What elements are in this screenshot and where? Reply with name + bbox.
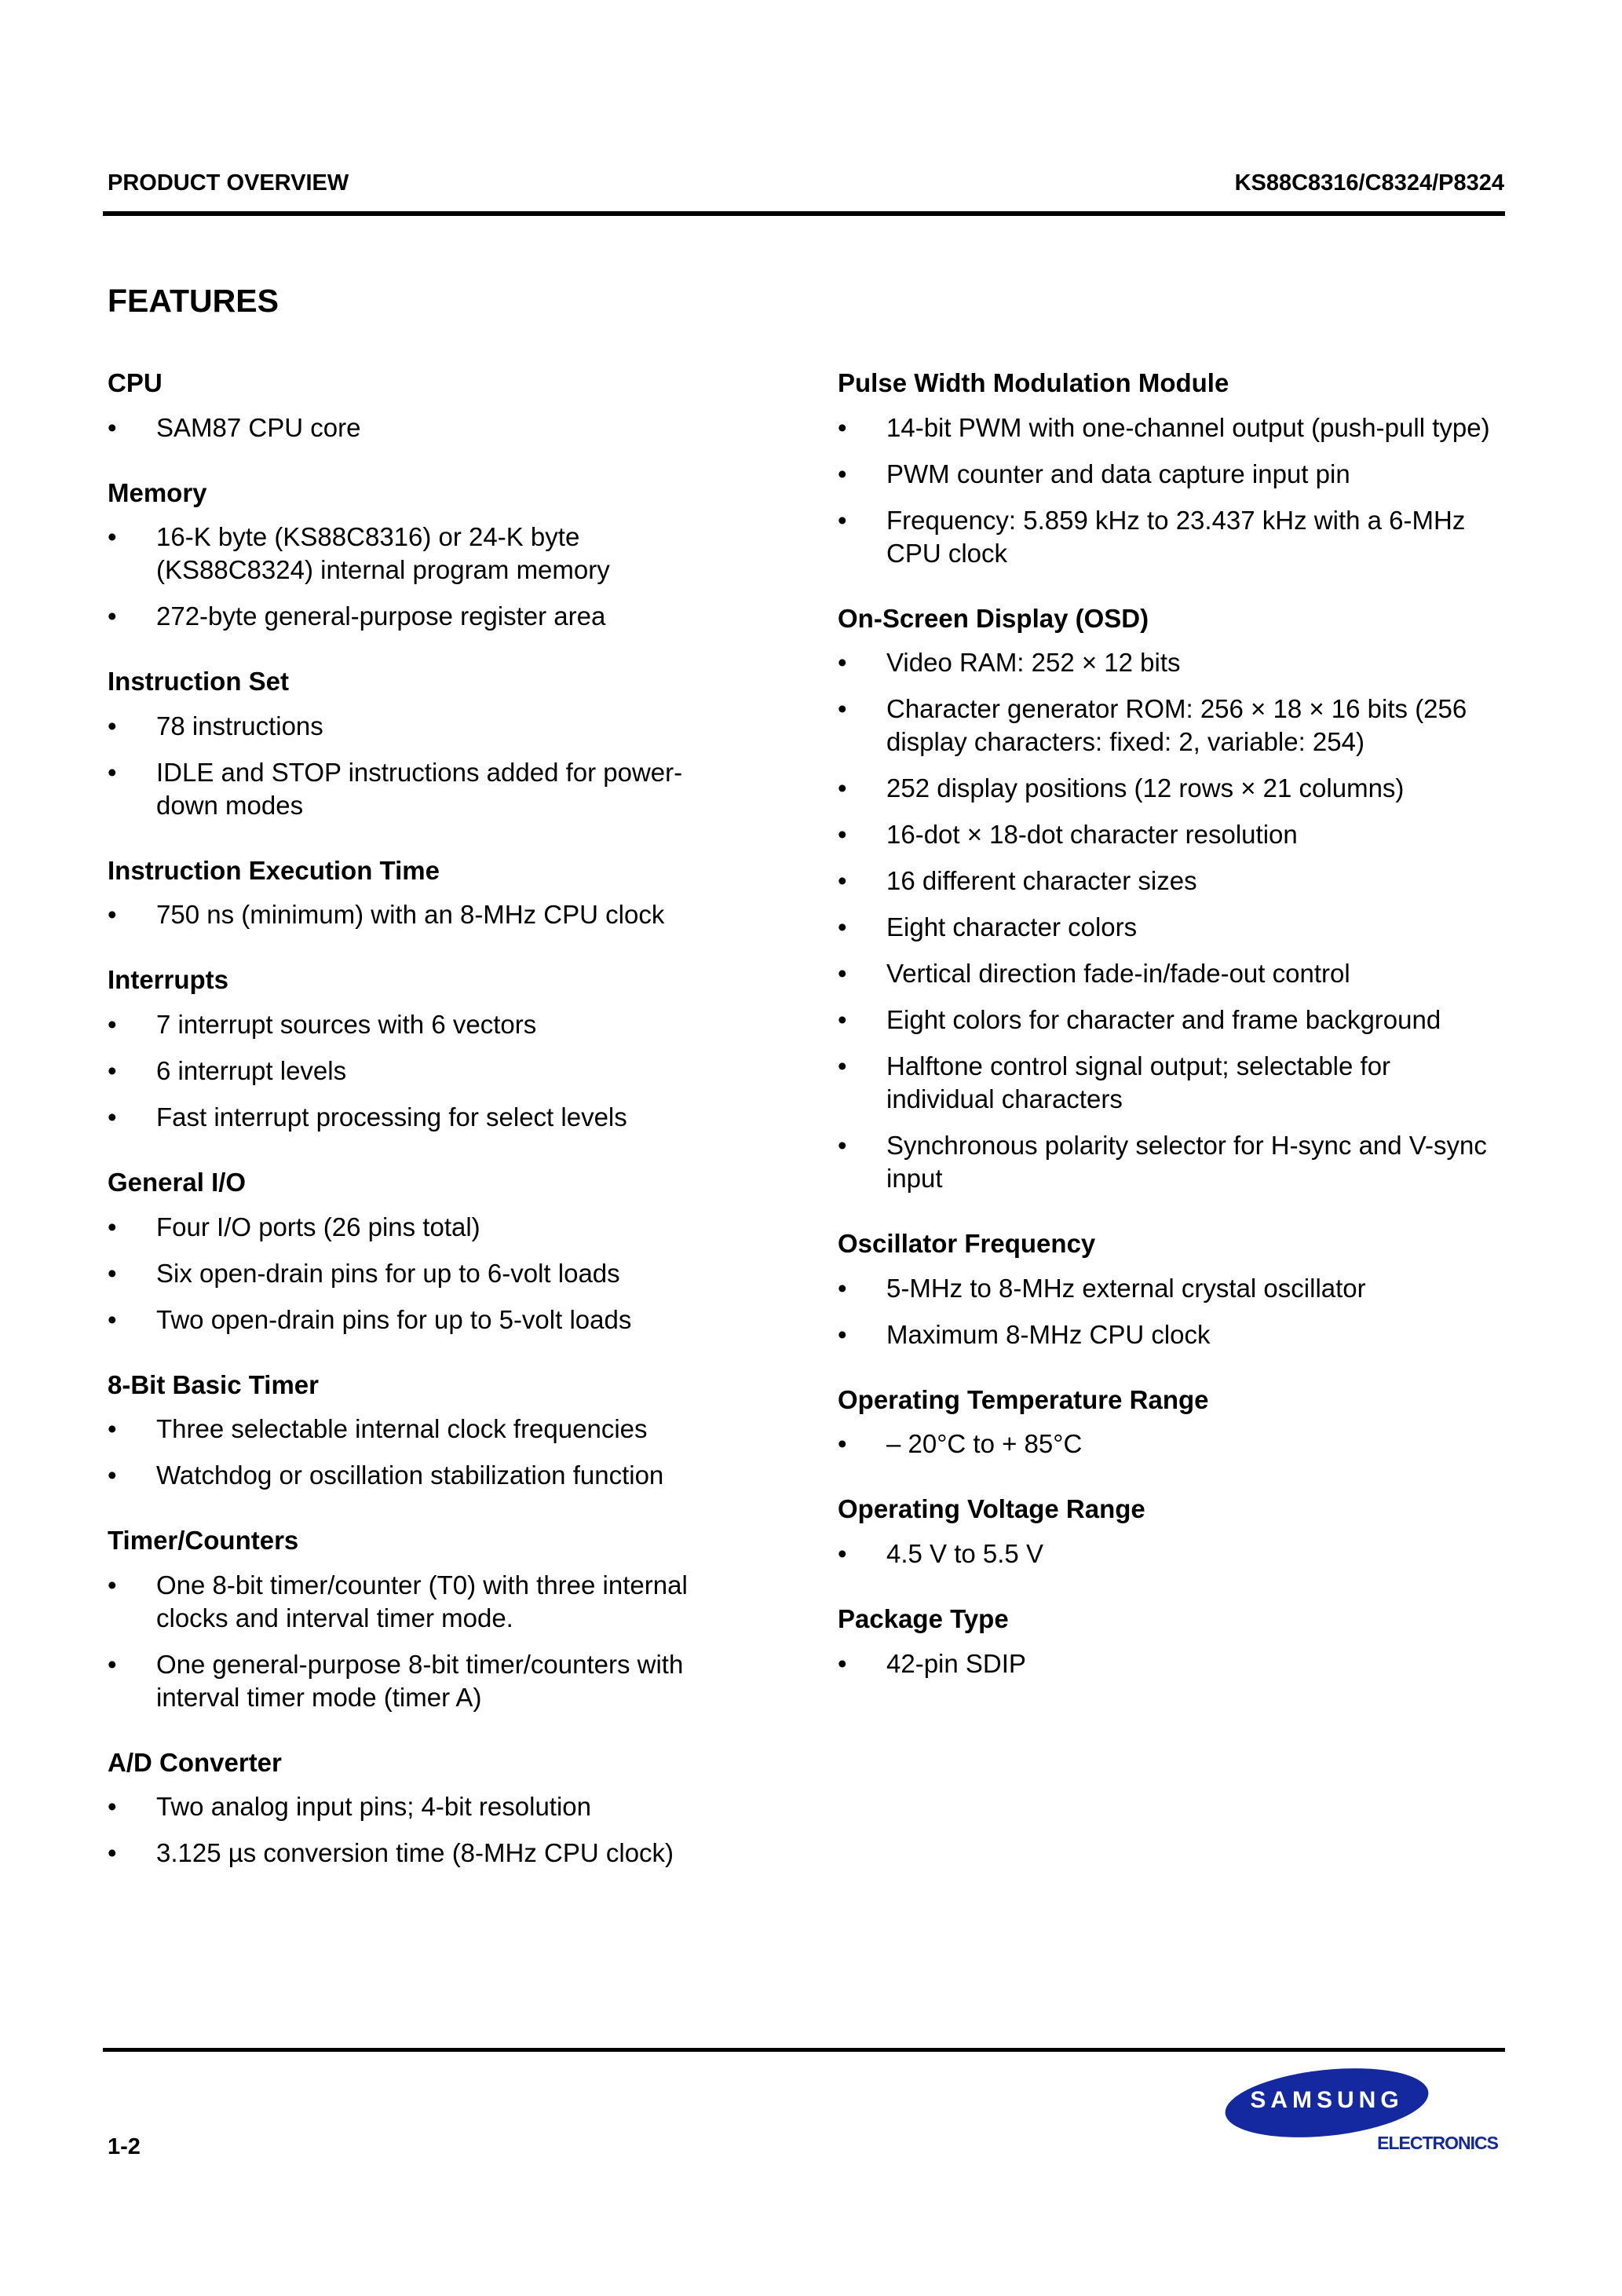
footer-rule bbox=[103, 2048, 1505, 2052]
section-heading: Oscillator Frequency bbox=[838, 1229, 1096, 1259]
feature-list bbox=[108, 1569, 743, 1714]
bullet-icon: • bbox=[108, 1570, 117, 1600]
feature-section-operating-temperature-range bbox=[838, 1384, 1497, 1461]
feature-text: Video RAM: 252 × 12 bits bbox=[886, 648, 1181, 678]
feature-list-item bbox=[838, 818, 1497, 851]
feature-list-item bbox=[108, 898, 743, 931]
section-heading: General I/O bbox=[108, 1167, 247, 1197]
feature-list-item bbox=[838, 1004, 1497, 1036]
feature-text: 16-dot × 18-dot character resolution bbox=[886, 820, 1298, 850]
left-feature-column bbox=[108, 367, 743, 1903]
feature-list-item bbox=[838, 411, 1497, 444]
feature-text: 5-MHz to 8-MHz external crystal oscillator bbox=[886, 1273, 1366, 1303]
feature-section-pulse-width-modulation-module bbox=[838, 367, 1497, 570]
feature-text: 16 different character sizes bbox=[886, 866, 1197, 896]
feature-list bbox=[838, 1272, 1497, 1351]
feature-list bbox=[838, 1428, 1497, 1461]
feature-text: 252 display positions (12 rows × 21 columns) bbox=[886, 773, 1405, 803]
feature-list-item bbox=[108, 756, 743, 822]
feature-list-item bbox=[838, 1272, 1497, 1305]
feature-text: 42-pin SDIP bbox=[886, 1648, 1026, 1678]
feature-list-item bbox=[838, 1537, 1497, 1570]
section-heading: A/D Converter bbox=[108, 1747, 282, 1777]
feature-text: Character generator ROM: 256 × 18 × 16 bits (256 display characters: fixed: 2, variable: 254) bbox=[886, 694, 1467, 757]
bullet-icon: • bbox=[838, 1131, 847, 1161]
feature-text: 6 interrupt levels bbox=[156, 1055, 347, 1085]
feature-section-memory bbox=[108, 477, 743, 634]
running-header-part-number: KS88C8316/C8324/P8324 bbox=[1234, 170, 1504, 196]
feature-list-item bbox=[108, 710, 743, 743]
running-header-section: PRODUCT OVERVIEW bbox=[108, 170, 349, 196]
feature-list bbox=[108, 1211, 743, 1336]
feature-section-operating-voltage-range bbox=[838, 1493, 1497, 1570]
bullet-icon: • bbox=[108, 1258, 117, 1288]
feature-text: One general-purpose 8-bit timer/counters with interval timer mode (timer A) bbox=[156, 1649, 684, 1712]
feature-text: Watchdog or oscillation stabilization function bbox=[156, 1461, 664, 1490]
bullet-icon: • bbox=[108, 1212, 117, 1241]
feature-list-item bbox=[108, 1101, 743, 1134]
feature-text: 7 interrupt sources with 6 vectors bbox=[156, 1009, 537, 1039]
feature-list-item bbox=[838, 911, 1497, 944]
feature-list-item bbox=[108, 1790, 743, 1823]
bullet-icon: • bbox=[108, 1009, 117, 1039]
feature-list bbox=[108, 411, 743, 444]
feature-list-item bbox=[838, 1318, 1497, 1351]
feature-list-item bbox=[108, 1569, 743, 1635]
feature-text: SAM87 CPU core bbox=[156, 412, 361, 442]
bullet-icon: • bbox=[838, 1538, 847, 1568]
feature-list-item bbox=[838, 504, 1497, 570]
bullet-icon: • bbox=[108, 1304, 117, 1334]
bullet-icon: • bbox=[838, 820, 847, 850]
feature-section-cpu bbox=[108, 367, 743, 444]
bullet-icon: • bbox=[108, 412, 117, 442]
section-heading: On-Screen Display (OSD) bbox=[838, 603, 1149, 633]
bullet-icon: • bbox=[838, 694, 847, 724]
feature-list-item bbox=[108, 1257, 743, 1290]
page-number: 1-2 bbox=[108, 2134, 141, 2159]
header-rule bbox=[103, 211, 1505, 216]
feature-section-instruction-set bbox=[108, 666, 743, 822]
feature-section-on-screen-display-osd bbox=[838, 603, 1497, 1196]
bullet-icon: • bbox=[108, 1792, 117, 1822]
bullet-icon: • bbox=[108, 1414, 117, 1444]
feature-list-item bbox=[108, 1413, 743, 1446]
bullet-icon: • bbox=[838, 1005, 847, 1035]
feature-list bbox=[108, 898, 743, 931]
section-heading: Operating Voltage Range bbox=[838, 1494, 1145, 1524]
section-heading: Memory bbox=[108, 477, 207, 507]
right-feature-column bbox=[838, 367, 1497, 1713]
feature-text: Six open-drain pins for up to 6-volt loads bbox=[156, 1258, 620, 1288]
feature-list-item bbox=[108, 411, 743, 444]
bullet-icon: • bbox=[838, 866, 847, 896]
bullet-icon: • bbox=[838, 648, 847, 678]
bullet-icon: • bbox=[108, 1649, 117, 1679]
section-heading: Interrupts bbox=[108, 965, 229, 995]
feature-section-timer-counters bbox=[108, 1525, 743, 1714]
feature-text: Frequency: 5.859 kHz to 23.437 kHz with a 6-MHz CPU clock bbox=[886, 505, 1466, 568]
bullet-icon: • bbox=[108, 1055, 117, 1085]
feature-text: Three selectable internal clock frequencies bbox=[156, 1414, 648, 1444]
feature-list-item bbox=[838, 1050, 1497, 1116]
feature-text: 272-byte general-purpose register area bbox=[156, 601, 606, 631]
feature-list bbox=[108, 521, 743, 633]
bullet-icon: • bbox=[838, 773, 847, 803]
bullet-icon: • bbox=[838, 1429, 847, 1459]
feature-text: Halftone control signal output; selectable for individual characters bbox=[886, 1051, 1391, 1114]
feature-list bbox=[838, 411, 1497, 570]
bullet-icon: • bbox=[838, 1319, 847, 1349]
feature-text: One 8-bit timer/counter (T0) with three internal clocks and interval timer mode. bbox=[156, 1570, 688, 1632]
feature-list-item bbox=[108, 1648, 743, 1714]
feature-list-item bbox=[838, 957, 1497, 990]
section-heading: Operating Temperature Range bbox=[838, 1384, 1209, 1414]
feature-list-item bbox=[838, 865, 1497, 898]
feature-list bbox=[108, 1413, 743, 1492]
section-heading: Package Type bbox=[838, 1603, 1009, 1633]
feature-text: Eight colors for character and frame background bbox=[886, 1005, 1441, 1035]
feature-text: Four I/O ports (26 pins total) bbox=[156, 1212, 480, 1241]
bullet-icon: • bbox=[108, 900, 117, 930]
feature-section-general-i-o bbox=[108, 1167, 743, 1336]
bullet-icon: • bbox=[108, 757, 117, 787]
feature-section-interrupts bbox=[108, 964, 743, 1134]
feature-list-item bbox=[108, 1837, 743, 1870]
feature-list bbox=[108, 1790, 743, 1870]
feature-text: 750 ns (minimum) with an 8-MHz CPU clock bbox=[156, 900, 665, 930]
feature-text: 16-K byte (KS88C8316) or 24-K byte (KS88C8324) internal program memory bbox=[156, 522, 610, 585]
feature-list bbox=[838, 646, 1497, 1195]
feature-section-8-bit-basic-timer bbox=[108, 1369, 743, 1493]
feature-text: 4.5 V to 5.5 V bbox=[886, 1538, 1043, 1568]
bullet-icon: • bbox=[838, 412, 847, 442]
feature-list-item bbox=[838, 772, 1497, 805]
feature-list-item bbox=[838, 646, 1497, 679]
feature-list-item bbox=[838, 1129, 1497, 1195]
bullet-icon: • bbox=[108, 601, 117, 631]
feature-list-item bbox=[108, 521, 743, 587]
feature-list bbox=[108, 1008, 743, 1134]
bullet-icon: • bbox=[108, 1461, 117, 1490]
feature-text: Two open-drain pins for up to 5-volt loads bbox=[156, 1304, 632, 1334]
bullet-icon: • bbox=[108, 1838, 117, 1868]
feature-text: Fast interrupt processing for select levels bbox=[156, 1102, 627, 1132]
feature-list-item bbox=[108, 1055, 743, 1088]
feature-list bbox=[838, 1647, 1497, 1680]
bullet-icon: • bbox=[838, 912, 847, 942]
bullet-icon: • bbox=[108, 522, 117, 552]
feature-text: Synchronous polarity selector for H-sync and V-sync input bbox=[886, 1131, 1487, 1194]
bullet-icon: • bbox=[838, 1273, 847, 1303]
logo-wordmark: SAMSUNG bbox=[1250, 2087, 1404, 2113]
feature-text: PWM counter and data capture input pin bbox=[886, 459, 1350, 488]
logo-subtext: ELECTRONICS bbox=[1377, 2133, 1498, 2153]
section-heading: 8-Bit Basic Timer bbox=[108, 1369, 319, 1399]
bullet-icon: • bbox=[108, 1102, 117, 1132]
bullet-icon: • bbox=[838, 1051, 847, 1081]
section-heading: Instruction Set bbox=[108, 667, 290, 696]
bullet-icon: • bbox=[838, 1648, 847, 1678]
section-heading: CPU bbox=[108, 368, 163, 397]
feature-text: – 20°C to + 85°C bbox=[886, 1429, 1083, 1459]
feature-text: 3.125 µs conversion time (8-MHz CPU clock) bbox=[156, 1838, 674, 1868]
feature-list-item bbox=[108, 1211, 743, 1244]
feature-list bbox=[108, 710, 743, 822]
section-heading: Timer/Counters bbox=[108, 1526, 299, 1556]
feature-text: Eight character colors bbox=[886, 912, 1138, 942]
feature-text: Vertical direction fade-in/fade-out control bbox=[886, 959, 1350, 989]
bullet-icon: • bbox=[838, 459, 847, 488]
bullet-icon: • bbox=[838, 959, 847, 989]
feature-list-item bbox=[108, 600, 743, 633]
feature-list-item bbox=[838, 693, 1497, 759]
page-title: FEATURES bbox=[108, 283, 279, 319]
section-heading: Instruction Execution Time bbox=[108, 855, 440, 885]
bullet-icon: • bbox=[108, 711, 117, 740]
section-heading: Pulse Width Modulation Module bbox=[838, 368, 1229, 397]
feature-text: 14-bit PWM with one-channel output (push-pull type) bbox=[886, 412, 1490, 442]
feature-list-item bbox=[108, 1459, 743, 1492]
feature-list bbox=[838, 1537, 1497, 1570]
feature-section-oscillator-frequency bbox=[838, 1228, 1497, 1351]
feature-list-item bbox=[838, 1428, 1497, 1461]
feature-list-item bbox=[838, 1647, 1497, 1680]
feature-list-item bbox=[108, 1008, 743, 1041]
feature-text: IDLE and STOP instructions added for power-down modes bbox=[156, 757, 683, 820]
feature-list-item bbox=[838, 458, 1497, 491]
feature-text: Two analog input pins; 4-bit resolution bbox=[156, 1792, 592, 1822]
feature-text: Maximum 8-MHz CPU clock bbox=[886, 1319, 1211, 1349]
feature-text: 78 instructions bbox=[156, 711, 323, 740]
feature-section-instruction-execution-time bbox=[108, 855, 743, 932]
feature-list-item bbox=[108, 1303, 743, 1336]
feature-section-package-type bbox=[838, 1603, 1497, 1680]
feature-section-a-d-converter bbox=[108, 1747, 743, 1870]
samsung-logo bbox=[1225, 2070, 1429, 2136]
bullet-icon: • bbox=[838, 505, 847, 535]
